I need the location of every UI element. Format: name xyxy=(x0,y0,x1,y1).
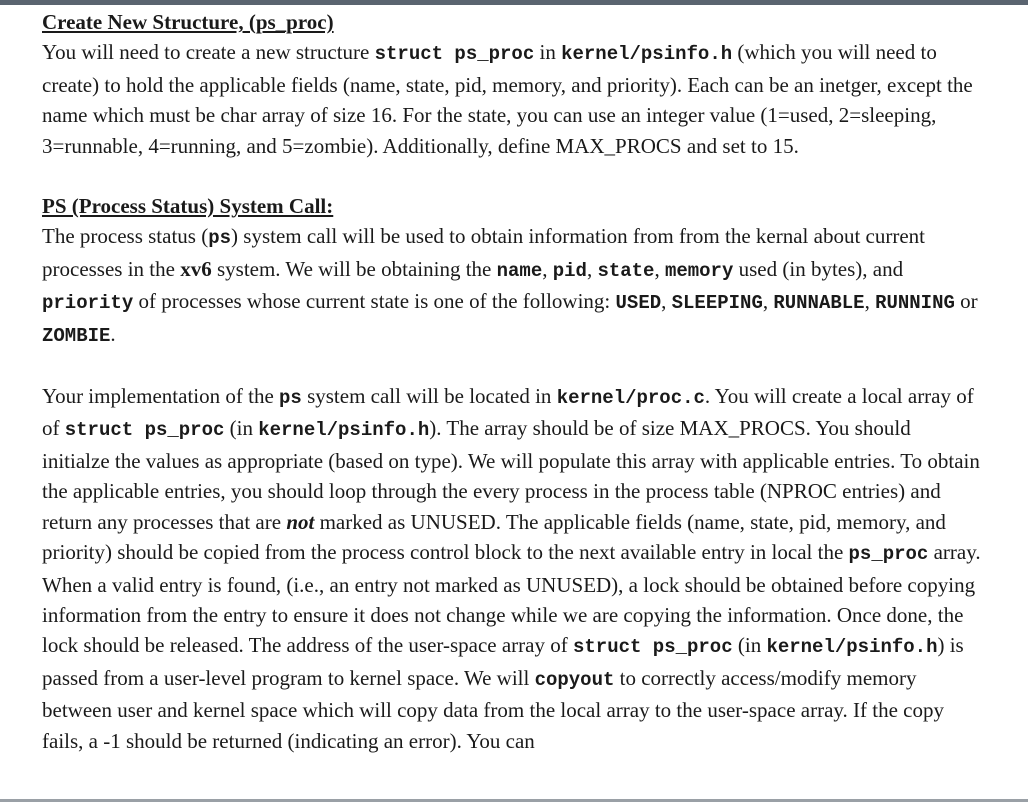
text: of processes whose current state is one of the following: xyxy=(133,289,616,314)
text: ) is passed from a user-level program to kernel space. We will xyxy=(42,633,964,690)
text: , xyxy=(864,289,876,314)
text: system. We will be obtaining the xyxy=(211,256,497,281)
paragraph-create-structure xyxy=(42,37,982,161)
top-border xyxy=(0,0,1028,5)
text: , xyxy=(542,256,553,281)
code-psinfo-h: kernel/psinfo.h xyxy=(561,43,733,66)
text: in xyxy=(534,40,562,65)
document-page xyxy=(42,7,982,756)
code-psinfo-h: kernel/psinfo.h xyxy=(258,419,430,442)
section-heading-create-structure: Create New Structure, (ps_proc) xyxy=(42,10,334,34)
paragraph-ps-system-call xyxy=(42,221,982,351)
text: The process status ( xyxy=(42,224,209,249)
bold-xv6: xv6 xyxy=(180,256,212,281)
text: ) system call will be used to obtain information from from the kernal about current processes in the xyxy=(42,224,926,281)
paragraph-implementation xyxy=(42,381,982,756)
code-runnable: RUNNABLE xyxy=(773,292,865,315)
code-proc-c: kernel/proc.c xyxy=(556,387,705,410)
text: to correctly access/modify memory between user and kernel space which will copy data from the local array to the user-space array. If the copy fails, a -1 should be returned (indicating an error). You can xyxy=(42,665,944,753)
spacer xyxy=(42,351,982,381)
code-used: USED xyxy=(615,292,662,315)
spacer xyxy=(42,161,982,191)
text: used (in bytes), and xyxy=(733,256,904,281)
text: , xyxy=(654,256,665,281)
code-psinfo-h: kernel/psinfo.h xyxy=(766,636,938,659)
emphasis-not: not xyxy=(286,509,315,534)
code-sleeping: SLEEPING xyxy=(671,292,763,315)
code-struct-ps-proc: struct ps_proc xyxy=(572,636,733,659)
text: array. When a valid entry is found, (i.e., an entry not marked as UNUSED), a lock should be obtained before copying information from the entry to ensure it does not change while we are copying the information. Once done, the lock should be released. The address of the user-space array of xyxy=(42,540,981,658)
text: or xyxy=(954,289,978,314)
code-zombie: ZOMBIE xyxy=(42,324,111,347)
text: (which you will need to create) to hold the applicable fields (name, state, pid, memory, and priority). Each can be an inetger, except the name which must be char array of size 16. For the state, you can use an integer value (1=used, 2=sleeping, 3=runnable, 4=running, and 5=zombie). Additionally, define MAX_PROCS and set to 15. xyxy=(42,40,973,158)
code-pid: pid xyxy=(552,259,587,282)
text: marked as UNUSED. The applicable fields (name, state, pid, memory, and priority) should be copied from the process control block to the next available entry in local the xyxy=(42,509,946,565)
code-name: name xyxy=(496,259,543,282)
text: You will need to create a new structure xyxy=(42,40,375,65)
text: . xyxy=(110,321,116,346)
code-ps: ps xyxy=(208,227,232,250)
text: Your implementation of the xyxy=(42,384,280,409)
text: (in xyxy=(732,633,767,658)
code-priority: priority xyxy=(42,292,134,315)
code-struct-ps-proc: struct ps_proc xyxy=(64,419,225,442)
code-memory: memory xyxy=(664,259,734,282)
code-ps: ps xyxy=(279,387,302,410)
code-struct-ps-proc: struct ps_proc xyxy=(374,43,535,66)
code-running: RUNNING xyxy=(875,292,955,315)
text: . You will create a local array of of xyxy=(42,384,974,441)
text: system call will be located in xyxy=(301,384,557,409)
text: , xyxy=(762,289,774,314)
code-state: state xyxy=(597,259,655,282)
section-heading-ps-system-call: PS (Process Status) System Call: xyxy=(42,194,334,219)
text: , xyxy=(586,256,598,281)
text: (in xyxy=(224,416,259,441)
text: , xyxy=(661,289,672,314)
text: ). The array should be of size MAX_PROCS. You should initialze the values as appropriate (based on type). We will populate this array with applicable entries. To obtain the applicable entries, you should loop through the every process in the process table (NPROC entries) and return any processes that are xyxy=(42,416,980,534)
code-copyout: copyout xyxy=(534,668,615,691)
code-ps-proc: ps_proc xyxy=(848,543,929,566)
